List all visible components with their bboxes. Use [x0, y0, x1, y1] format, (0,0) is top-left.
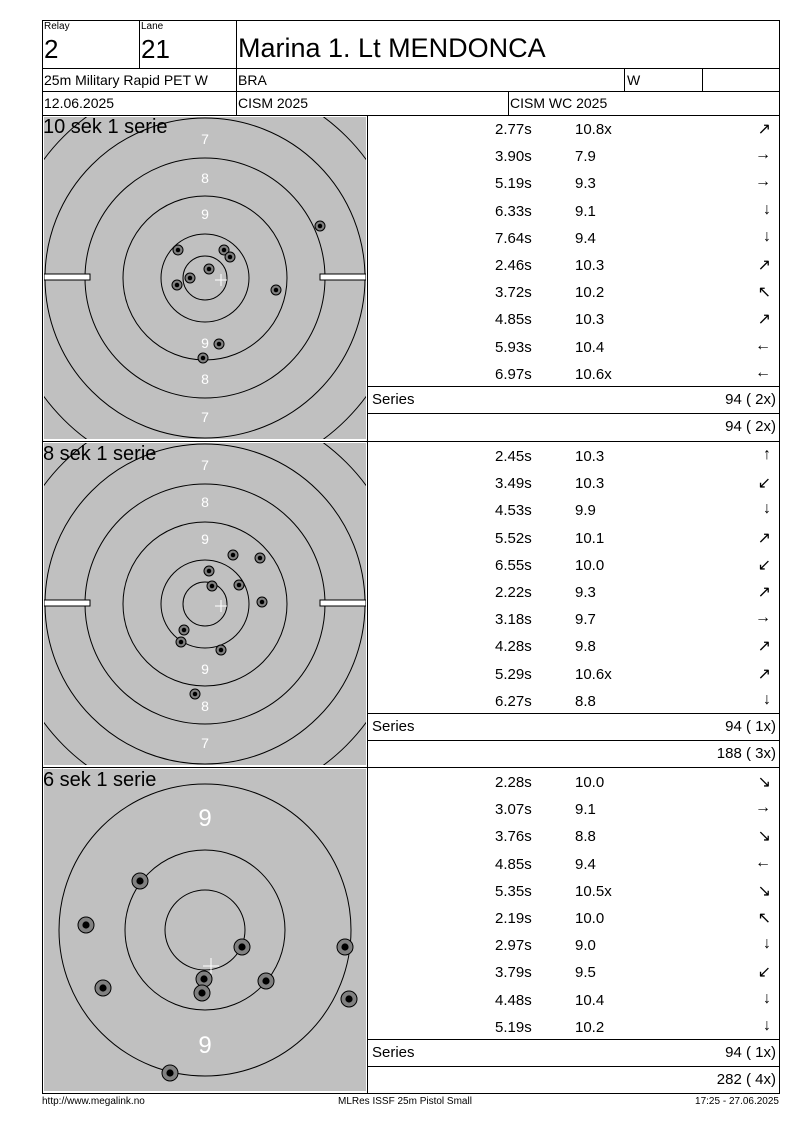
shot-row — [370, 443, 779, 470]
center-cross — [215, 274, 227, 286]
shot-time: 3.79s — [495, 964, 532, 982]
shot-value: 9.9 — [575, 502, 596, 520]
shot-row — [370, 198, 779, 225]
shot-value: 10.6x — [575, 665, 612, 683]
gender: W — [627, 72, 641, 88]
series-label: Series — [372, 718, 415, 735]
shot-hole-center — [274, 288, 279, 293]
direction-arrow-icon: ↙ — [757, 475, 771, 493]
shot-time: 3.76s — [495, 828, 532, 846]
shot-time: 5.35s — [495, 882, 532, 900]
shot-hole-center — [217, 342, 222, 347]
direction-arrow-icon: ↓ — [763, 935, 771, 953]
shot-value: 9.1 — [575, 801, 596, 819]
shot-hole-center — [228, 255, 233, 260]
shot-time: 5.93s — [495, 338, 532, 356]
footer-url: http://www.megalink.no — [42, 1096, 145, 1107]
shot-time: 2.19s — [495, 910, 532, 927]
shot-value: 8.8 — [575, 692, 596, 710]
shot-time: 6.97s — [495, 365, 532, 383]
shot-time: 5.19s — [495, 1018, 532, 1036]
shot-row — [370, 252, 779, 279]
shot-value: 10.3 — [575, 448, 605, 465]
target-svg-3 — [44, 769, 366, 1091]
shot-row — [370, 525, 779, 552]
shot-value: 9.3 — [575, 175, 596, 193]
direction-arrow-icon: → — [755, 609, 771, 627]
lane-label: Lane — [141, 21, 164, 32]
direction-arrow-icon: ↓ — [763, 989, 771, 1007]
shot-row — [370, 497, 779, 524]
shot-hole-center — [345, 995, 352, 1002]
direction-arrow-icon: ↓ — [763, 690, 771, 708]
shot-time: 5.19s — [495, 175, 532, 193]
shot-hole-center — [238, 943, 245, 950]
ring-6 — [44, 443, 366, 765]
shot-time: 6.55s — [495, 556, 532, 574]
shot-hole-center — [166, 1069, 173, 1076]
ring-label: 7 — [201, 735, 209, 751]
shot-hole-center — [318, 224, 323, 229]
direction-arrow-icon: ↘ — [757, 828, 771, 846]
direction-arrow-icon: ← — [755, 363, 771, 381]
right-mark — [320, 600, 366, 606]
series-total: 94 ( 1x) — [725, 718, 776, 735]
shot-time: 2.45s — [495, 448, 532, 465]
shot-value: 10.2 — [575, 1018, 605, 1036]
target-series-3 — [44, 769, 366, 1091]
series-title-1: 10 sek 1 serie — [43, 116, 168, 138]
shot-time: 3.18s — [495, 611, 532, 629]
direction-arrow-icon: ↑ — [763, 446, 771, 463]
shot-time: 3.72s — [495, 284, 532, 302]
ring-label: 8 — [201, 371, 209, 387]
shot-row — [370, 878, 779, 905]
shot-value: 10.4 — [575, 991, 605, 1009]
shot-value: 10.8x — [575, 121, 612, 138]
shot-value: 10.4 — [575, 338, 605, 356]
series-label: Series — [372, 1044, 415, 1061]
direction-arrow-icon: ↘ — [757, 774, 771, 791]
shot-hole-center — [262, 977, 269, 984]
shot-value: 9.5 — [575, 964, 596, 982]
direction-arrow-icon: ↙ — [757, 556, 771, 574]
shot-value: 10.0 — [575, 910, 605, 927]
series-total-row — [370, 714, 779, 741]
running-total-row — [370, 414, 779, 441]
shot-row — [370, 116, 779, 143]
shot-row — [370, 823, 779, 850]
left-mark — [44, 274, 90, 280]
shot-hole-center — [82, 921, 89, 928]
direction-arrow-icon: ↖ — [757, 284, 771, 302]
target-svg-1 — [44, 117, 366, 439]
shot-hole-center — [260, 600, 265, 605]
shot-value: 10.0 — [575, 774, 605, 791]
shot-row — [370, 361, 779, 388]
shot-time: 7.64s — [495, 229, 532, 247]
shot-row — [370, 932, 779, 959]
shot-time: 4.53s — [495, 502, 532, 520]
shot-holes — [78, 873, 357, 1081]
ring-x — [183, 582, 227, 626]
shot-value: 10.3 — [575, 257, 605, 274]
direction-arrow-icon: ↗ — [757, 529, 771, 547]
shot-hole-center — [182, 628, 187, 633]
shot-time: 2.97s — [495, 937, 532, 955]
shot-time: 4.85s — [495, 855, 532, 873]
shot-time: 2.22s — [495, 584, 532, 601]
right-mark — [320, 274, 366, 280]
shot-time: 2.46s — [495, 257, 532, 274]
shot-hole-center — [237, 583, 242, 588]
event-name: 25m Military Rapid PET W — [44, 72, 208, 88]
ring-label: 8 — [201, 698, 209, 714]
shot-value: 10.0 — [575, 556, 605, 574]
shot-row — [370, 170, 779, 197]
direction-arrow-icon: ↘ — [757, 882, 771, 900]
target-series-2 — [44, 443, 366, 765]
direction-arrow-icon: ← — [755, 853, 771, 871]
ring-label: 7 — [201, 131, 209, 147]
date: 12.06.2025 — [44, 95, 115, 111]
ring-label: 7 — [201, 409, 209, 425]
ring-label: 9 — [201, 206, 209, 222]
shot-value: 8.8 — [575, 828, 596, 846]
ring-label: 8 — [201, 170, 209, 186]
shot-hole-center — [188, 276, 193, 281]
lane-number: 21 — [141, 34, 170, 64]
shot-row — [370, 905, 779, 932]
nation: BRA — [238, 72, 267, 88]
shot-value: 9.3 — [575, 584, 596, 601]
running-total-row — [370, 1067, 779, 1094]
shot-time: 2.28s — [495, 774, 532, 791]
ring-7 — [45, 118, 365, 438]
shot-time: 5.29s — [495, 665, 532, 683]
shot-hole-center — [179, 640, 184, 645]
shooter-name: Marina 1. Lt MENDONCA — [238, 33, 546, 63]
shot-hole-center — [207, 267, 212, 272]
shot-value: 9.4 — [575, 855, 596, 873]
direction-arrow-icon: ↖ — [757, 910, 771, 927]
running-total: 94 ( 2x) — [725, 418, 776, 435]
center-cross — [215, 600, 227, 612]
series-label: Series — [372, 391, 415, 408]
shot-value: 9.1 — [575, 202, 596, 220]
shot-hole-center — [99, 984, 106, 991]
shot-row — [370, 959, 779, 986]
shot-time: 3.07s — [495, 801, 532, 819]
shot-value: 10.2 — [575, 284, 605, 302]
shot-row — [370, 633, 779, 660]
shot-hole-center — [201, 356, 206, 361]
ring-label: 9 — [198, 1032, 212, 1059]
shot-row — [370, 579, 779, 606]
championship: CISM WC 2025 — [510, 95, 608, 111]
target-svg-2 — [44, 443, 366, 765]
direction-arrow-icon: ↗ — [757, 257, 771, 274]
series-total: 94 ( 2x) — [725, 391, 776, 408]
shot-value: 9.0 — [575, 937, 596, 955]
series-title-2: 8 sek 1 serie — [43, 443, 157, 465]
shot-hole-center — [210, 584, 215, 589]
shot-row — [370, 306, 779, 333]
left-mark — [44, 600, 90, 606]
direction-arrow-icon: ↓ — [763, 200, 771, 218]
shot-value: 10.6x — [575, 365, 612, 383]
shot-time: 6.33s — [495, 202, 532, 220]
ring-label: 9 — [201, 661, 209, 677]
shot-time: 4.48s — [495, 991, 532, 1009]
direction-arrow-icon: ↓ — [763, 1016, 771, 1034]
shot-row — [370, 334, 779, 361]
shot-hole-center — [258, 556, 263, 561]
shot-row — [370, 661, 779, 688]
direction-arrow-icon: ↙ — [757, 964, 771, 982]
shot-row — [370, 1014, 779, 1041]
ring-label: 7 — [201, 457, 209, 473]
series-total-row — [370, 387, 779, 414]
ring-label: 9 — [198, 805, 212, 832]
shot-time: 5.52s — [495, 529, 532, 547]
direction-arrow-icon: ↗ — [757, 121, 771, 138]
ring-8 — [85, 484, 325, 724]
shot-time: 3.90s — [495, 148, 532, 166]
ring-6 — [44, 117, 366, 439]
direction-arrow-icon: ↗ — [757, 665, 771, 683]
shot-time: 2.77s — [495, 121, 532, 138]
shot-holes — [172, 221, 325, 363]
ring-label: 8 — [201, 494, 209, 510]
shot-value: 10.5x — [575, 882, 612, 900]
shot-value: 9.8 — [575, 638, 596, 656]
shot-value: 7.9 — [575, 148, 596, 166]
shot-time: 4.85s — [495, 311, 532, 329]
shot-hole-center — [136, 877, 143, 884]
ring-7 — [45, 444, 365, 764]
shot-row — [370, 851, 779, 878]
shot-hole-center — [231, 553, 236, 558]
shot-row — [370, 552, 779, 579]
direction-arrow-icon: ↓ — [763, 500, 771, 518]
shot-value: 10.3 — [575, 311, 605, 329]
direction-arrow-icon: → — [755, 146, 771, 164]
direction-arrow-icon: ↗ — [757, 311, 771, 329]
footer-software: MLRes ISSF 25m Pistol Small — [338, 1096, 472, 1107]
shot-time: 3.49s — [495, 475, 532, 493]
running-total: 188 ( 3x) — [716, 745, 776, 762]
target-series-1 — [44, 117, 366, 439]
direction-arrow-icon: ← — [755, 336, 771, 354]
shot-row — [370, 279, 779, 306]
shot-row — [370, 606, 779, 633]
ring-label: 9 — [201, 531, 209, 547]
shot-holes — [176, 550, 267, 699]
shot-row — [370, 225, 779, 252]
shot-hole-center — [198, 989, 205, 996]
shot-row — [370, 796, 779, 823]
shot-value: 9.7 — [575, 611, 596, 629]
competition: CISM 2025 — [238, 95, 309, 111]
shot-row — [370, 987, 779, 1014]
shot-hole-center — [176, 248, 181, 253]
ring-label: 9 — [201, 335, 209, 351]
shot-hole-center — [200, 975, 207, 982]
shot-hole-center — [207, 569, 212, 574]
series-total-row — [370, 1040, 779, 1067]
shot-time: 6.27s — [495, 692, 532, 710]
relay-label: Relay — [44, 21, 70, 32]
footer-timestamp: 17:25 - 27.06.2025 — [695, 1096, 779, 1107]
shot-row — [370, 143, 779, 170]
shot-row — [370, 769, 779, 796]
shot-hole-center — [219, 648, 224, 653]
shot-value: 9.4 — [575, 229, 596, 247]
series-title-3: 6 sek 1 serie — [43, 769, 157, 791]
shot-hole-center — [193, 692, 198, 697]
direction-arrow-icon: ↗ — [757, 638, 771, 656]
shot-hole-center — [222, 248, 227, 253]
direction-arrow-icon: ↗ — [757, 584, 771, 601]
shot-value: 10.1 — [575, 529, 605, 547]
direction-arrow-icon: ↓ — [763, 227, 771, 245]
relay-number: 2 — [44, 34, 59, 64]
shot-hole-center — [175, 283, 180, 288]
shot-row — [370, 688, 779, 715]
series-total: 94 ( 1x) — [725, 1044, 776, 1061]
ring-x — [165, 890, 245, 970]
shot-value: 10.3 — [575, 475, 605, 493]
running-total-row — [370, 741, 779, 768]
shot-hole-center — [341, 943, 348, 950]
running-total: 282 ( 4x) — [716, 1071, 776, 1088]
direction-arrow-icon: → — [755, 799, 771, 817]
shot-time: 4.28s — [495, 638, 532, 656]
shot-row — [370, 470, 779, 497]
direction-arrow-icon: → — [755, 173, 771, 191]
